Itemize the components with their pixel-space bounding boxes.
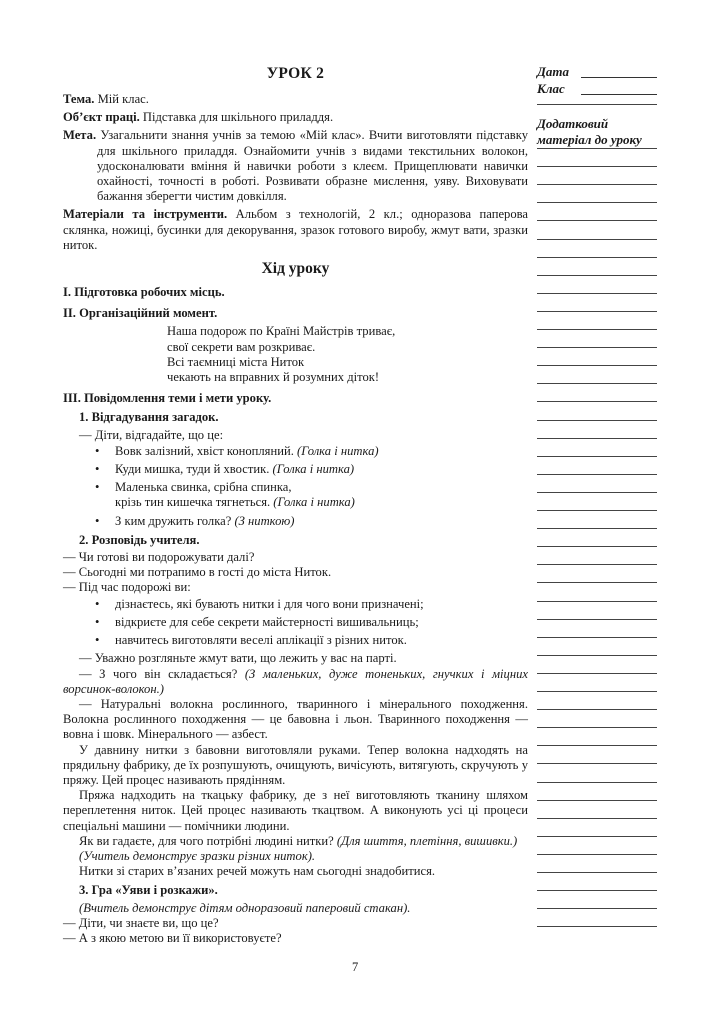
note-line <box>537 782 657 783</box>
riddle-text-cont: крізь тин кишечка тягнеться. <box>115 495 274 510</box>
materials-text: Альбом з технологій, 2 кл.; одноразова паперова склянка, ножиці, бусинки для декорування, зразок готового виробу, жмут вати, зразки ниток. <box>63 207 528 252</box>
note-line <box>537 148 657 149</box>
list-item <box>95 614 528 630</box>
goal-line <box>63 128 528 204</box>
note-line <box>537 854 657 855</box>
riddle-answer: (З ниткою) <box>234 513 295 528</box>
note-line <box>537 546 657 547</box>
bullet-icon: • <box>95 462 100 477</box>
note-line <box>537 492 657 493</box>
dialog-line: — Чи готові ви подорожувати далі? <box>63 550 255 565</box>
riddle-text: З ким дружить голка? <box>115 513 235 528</box>
bullet-icon: • <box>95 614 100 629</box>
question-text: — З чого він складається? <box>79 666 245 681</box>
list-item <box>95 480 528 510</box>
bullet-icon: • <box>95 633 100 648</box>
lesson-body <box>63 64 528 946</box>
date-label: Дата <box>537 64 569 79</box>
note-line <box>537 763 657 764</box>
bullet-icon: • <box>95 513 100 528</box>
note-line <box>537 383 657 384</box>
note-line <box>537 800 657 801</box>
bullet-icon: • <box>95 596 100 611</box>
question-text: Як ви гадаєте, для чого потрібні людині нитки? <box>79 833 337 848</box>
paragraph: У давнину нитки з бавовни виготовляли руками. Тепер волокна надходять на прядильну фабрику, де їх розпушують, очищують, вичісують, витягують, скручують у пряжу. Цей процес називають прядінням. <box>63 742 528 787</box>
riddle-text: Куди мишка, туди й хвостик. <box>115 462 273 477</box>
answer-text: (З маленьких, дуже тоненьких, гнучких і міцних ворсинок-волокон.) <box>63 666 528 696</box>
dialog-line: — Діти, чи знаєте ви, що це? <box>63 915 219 930</box>
note-line <box>537 239 657 240</box>
riddle-answer: (Голка і нитка) <box>272 462 355 477</box>
dialog-line: — Сьогодні ми потрапимо в гості до міста Ниток. <box>63 565 332 580</box>
note-line <box>537 564 657 565</box>
note-line <box>537 311 657 312</box>
class-field <box>537 81 657 97</box>
note-line <box>537 691 657 692</box>
poem-line: свої секрети вам розкриває. <box>167 339 316 354</box>
part1-intro: — Діти, відгадайте, що це: <box>79 427 224 442</box>
paragraph: Пряжа надходить на ткацьку фабрику, де з неї виготовляють тканину шляхом переплетення ниток. Цей процес називають ткацтвом. А виконують усі ці процеси спеціальні машини — помічники людини. <box>63 788 528 833</box>
class-underline <box>581 94 657 95</box>
riddle-list <box>63 444 528 529</box>
paragraph: — Натуральні волокна рослинного, тваринного і мінерального походження. Волокна рослинного походження — це бавовна і льон. Тваринного походження — вовна і шовк. Мінерального — азбест. <box>63 696 528 742</box>
dialog-line: — Під час подорожі ви: <box>63 580 191 595</box>
list-item <box>95 596 528 612</box>
object-text: Підставка для шкільного приладдя. <box>139 110 334 125</box>
topic-label: Тема. <box>63 92 95 106</box>
note-line <box>537 601 657 602</box>
lesson-title: УРОК 2 <box>266 65 325 82</box>
note-line <box>537 890 657 891</box>
dialog-line: — А з якою метою ви її використовуєте? <box>63 930 282 945</box>
divider-line <box>537 104 657 105</box>
note-line <box>537 456 657 457</box>
course-title: Хід уроку <box>261 260 330 278</box>
note-line <box>537 275 657 276</box>
note-line <box>537 220 657 221</box>
date-underline <box>581 77 657 78</box>
materials-line <box>63 207 528 253</box>
poem-line: Наша подорож по Країні Майстрів триває, <box>167 324 396 339</box>
note-line <box>537 745 657 746</box>
note-line <box>537 637 657 638</box>
note-line <box>537 202 657 203</box>
bullet-icon: • <box>95 480 100 495</box>
journey-item: навчитесь виготовляти веселі аплікації з різних ниток. <box>115 633 407 648</box>
note-line <box>537 401 657 402</box>
stage-direction: (Вчитель демонструє дітям одноразовий паперовий стакан). <box>79 900 411 915</box>
note-line <box>537 528 657 529</box>
note-line <box>537 420 657 421</box>
riddle-answer: (Голка і нитка) <box>273 495 355 510</box>
paragraph: Нитки зі старих в’язаних речей можуть нам сьогодні знадобитися. <box>79 864 436 879</box>
bullet-icon: • <box>95 443 100 458</box>
note-line <box>537 619 657 620</box>
section-heading-1: І. Підготовка робочих місць. <box>63 285 225 300</box>
note-line <box>537 438 657 439</box>
dialog-line <box>63 667 528 697</box>
journey-item: відкриєте для себе секрети майстерності вишивальниць; <box>115 614 419 629</box>
note-line <box>537 836 657 837</box>
note-line <box>537 926 657 927</box>
materials-label: Матеріали та інструменти. <box>63 207 228 222</box>
dialog-line: — Уважно розгляньте жмут вати, що лежить у вас на парті. <box>79 651 397 666</box>
note-line <box>537 184 657 185</box>
goal-label: Мета. <box>63 128 97 143</box>
riddle-answer: (Голка і нитка) <box>297 443 379 458</box>
note-line <box>537 818 657 819</box>
extra-label-1: Додатковий <box>537 116 609 131</box>
object-label: Об’єкт праці. <box>63 110 140 125</box>
section-heading-3: ІІІ. Повідомлення теми і мети уроку. <box>63 391 272 406</box>
topic-text: Мій клас. <box>94 92 149 106</box>
poem-line: Всі таємниці міста Ниток <box>167 354 305 369</box>
poem-line: чекають на вправних й розумних діток! <box>167 370 380 385</box>
goal-text: Узагальнити знання учнів за темою «Мій клас». Вчити виготовляти підставку для шкільного приладдя. Ознайомити учнів з видами текстильних волокон, удосконалювати вміння й навички роботи з клеєм. Прищеплювати навички охайності, точності в роботі. Розвивати образне мислення, уяву. Виховувати бажання зберегти чистим довкілля. <box>96 128 528 204</box>
note-line <box>537 329 657 330</box>
note-line <box>537 365 657 366</box>
note-line <box>537 582 657 583</box>
note-line <box>537 673 657 674</box>
note-line <box>537 709 657 710</box>
answer-text: (Для шиття, плетіння, вишивки.) <box>336 833 518 848</box>
note-line <box>537 655 657 656</box>
extra-material-heading <box>537 116 642 148</box>
topic-line <box>63 92 528 107</box>
object-line <box>63 110 528 125</box>
poem <box>167 324 528 385</box>
stage-direction: (Учитель демонструє зразки різних ниток). <box>79 848 316 863</box>
note-line <box>537 510 657 511</box>
riddle-text: Вовк залізний, хвіст конопляний. <box>115 443 297 458</box>
notes-sidebar <box>537 64 657 147</box>
class-label: Клас <box>537 81 565 96</box>
part1-title: 1. Відгадування загадок. <box>79 410 219 425</box>
list-item <box>95 513 528 529</box>
paragraph <box>63 834 528 849</box>
note-line <box>537 727 657 728</box>
list-item <box>95 443 528 459</box>
page-number: 7 <box>352 960 359 974</box>
note-line <box>537 293 657 294</box>
date-field <box>537 64 657 80</box>
journey-list <box>63 597 528 649</box>
note-line <box>537 347 657 348</box>
extra-label-2: матеріал до уроку <box>537 132 642 147</box>
note-line <box>537 872 657 873</box>
riddle-text: Маленька свинка, срібна спинка, <box>115 480 292 495</box>
part2-title: 2. Розповідь учителя. <box>79 532 200 547</box>
list-item <box>95 633 528 648</box>
journey-item: дізнаєтесь, які бувають нитки і для чого вони призначені; <box>115 596 424 611</box>
note-line <box>537 908 657 909</box>
note-line <box>537 166 657 167</box>
note-line <box>537 257 657 258</box>
part3-title: 3. Гра «Уяви і розкажи». <box>79 883 218 898</box>
list-item <box>95 462 528 477</box>
section-heading-2: ІІ. Організаційний момент. <box>63 306 218 321</box>
note-line <box>537 474 657 475</box>
